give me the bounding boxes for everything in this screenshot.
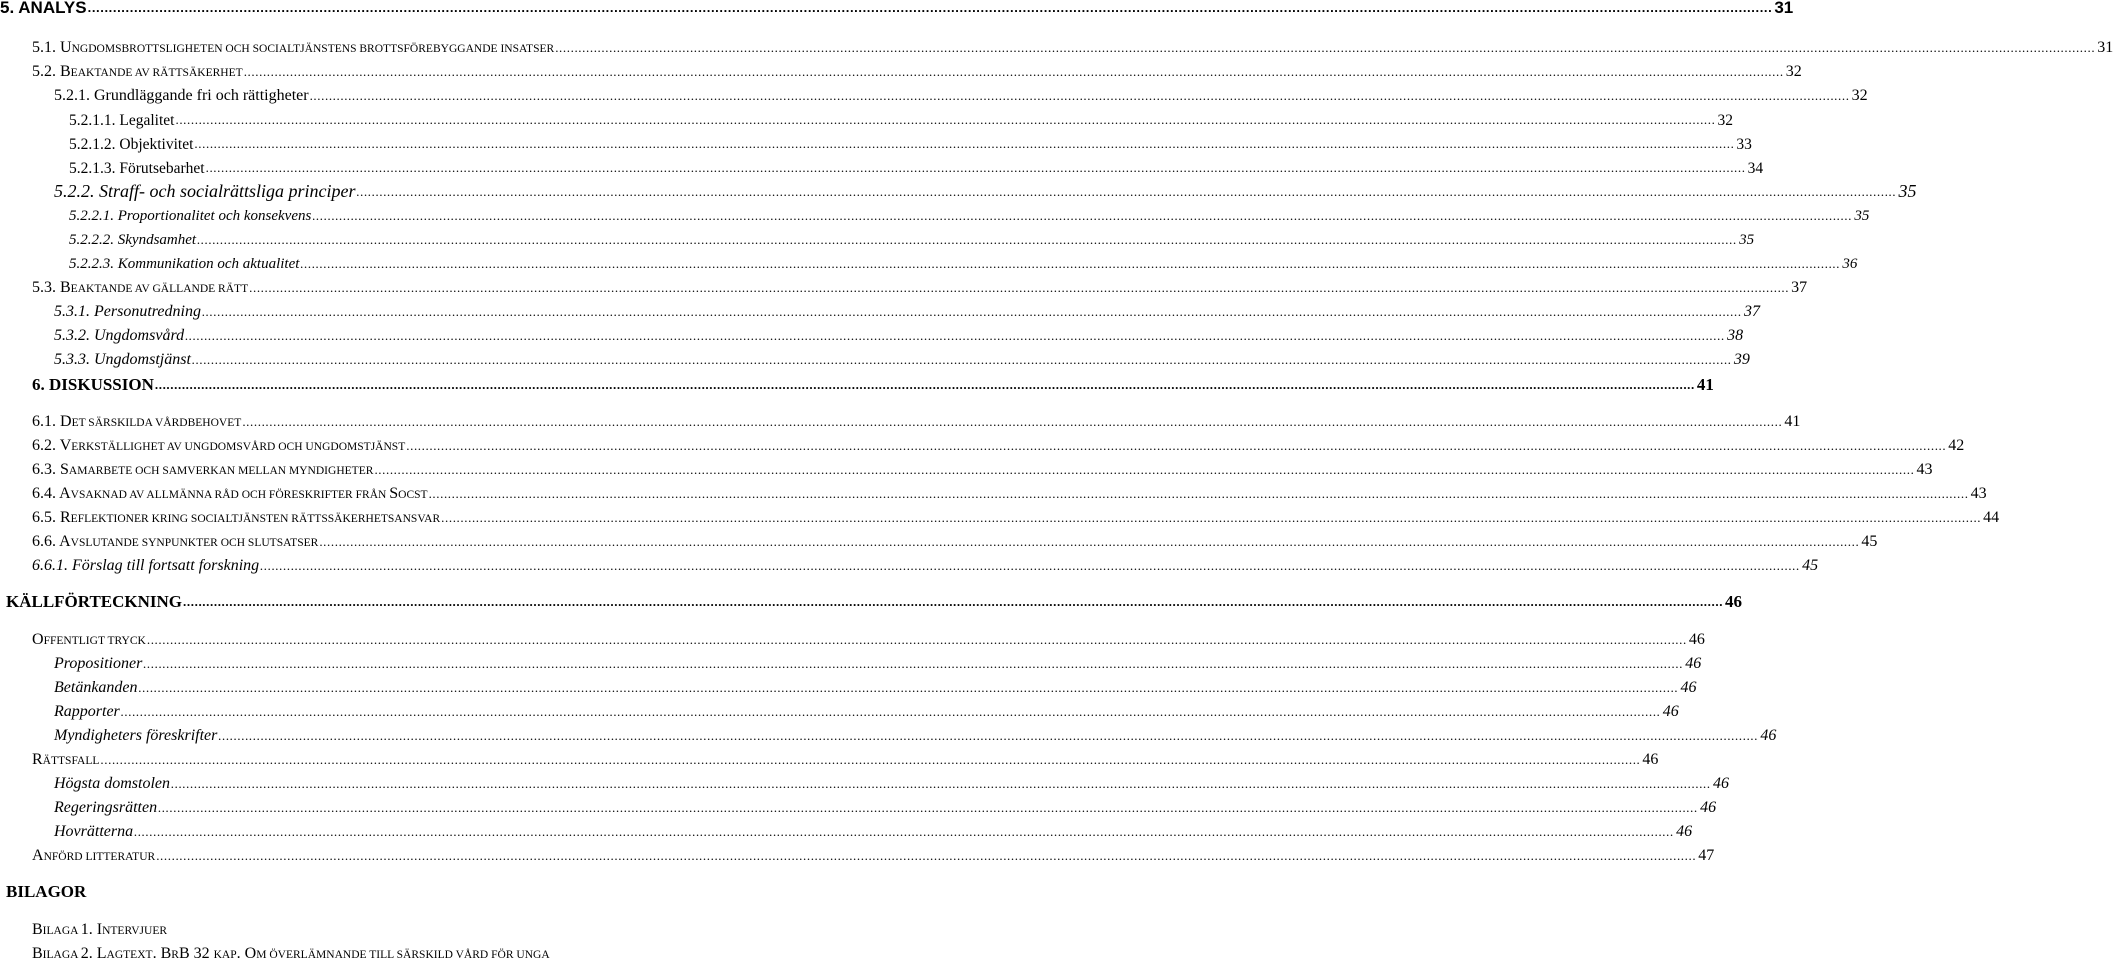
entry-label <box>54 680 139 696</box>
toc-line-bil2 <box>0 940 960 962</box>
label-text: 6.4. A <box>32 485 71 502</box>
page-number: 43 <box>1970 485 1987 502</box>
label-text: . B <box>152 945 172 962</box>
dot-leader: ................................................................................................................................................................................................................................................................................................................................................................................................................ <box>197 232 1738 247</box>
label-text: B 32 <box>178 945 214 962</box>
toc-entry-s5-2-2[interactable] <box>0 178 1917 201</box>
toc-entry-off[interactable] <box>0 626 1705 648</box>
label-text: 5.3.2. Ungdomsvård <box>54 327 185 344</box>
dot-leader: ................................................................................................................................................................................................................................................................................................................................................................................................................ <box>312 208 1853 223</box>
toc-line-bil1 <box>0 916 960 938</box>
label-text: S <box>389 485 399 502</box>
toc-entry-bet[interactable] <box>0 674 1697 696</box>
small-caps-text: ÄTTSFALL <box>42 755 100 767</box>
dot-leader: ................................................................................................................................................................................................................................................................................................................................................................................................................ <box>138 680 1679 695</box>
dot-leader: ................................................................................................................................................................................................................................................................................................................................................................................................................ <box>146 632 1687 647</box>
page-number: 35 <box>1898 181 1917 201</box>
page-number: 46 <box>1685 655 1702 672</box>
label-text: Högsta domstolen <box>54 775 170 792</box>
label-text: O <box>32 631 44 648</box>
entry-label <box>32 64 244 80</box>
toc-entry-s5-3-3[interactable] <box>0 346 1750 368</box>
entry-label <box>54 304 202 320</box>
entry-label <box>54 704 121 720</box>
dot-leader: ................................................................................................................................................................................................................................................................................................................................................................................................................ <box>175 112 1716 127</box>
entry-label <box>54 328 185 344</box>
dot-leader: ................................................................................................................................................................................................................................................................................................................................................................................................................ <box>185 328 1726 343</box>
toc-entry-s6-5[interactable] <box>0 504 2000 526</box>
small-caps-text: ILAGA <box>42 949 81 961</box>
page-number: 35 <box>1854 208 1870 224</box>
toc-entry-c5[interactable] <box>0 0 1794 17</box>
page-number: 46 <box>1676 823 1693 840</box>
label-text: B <box>32 921 43 938</box>
page-number: 45 <box>1802 557 1819 574</box>
label-text: 5.2.1. Grundläggande fri och rättigheter <box>54 87 309 104</box>
page-number: 31 <box>2097 39 2113 56</box>
toc-entry-s6-3[interactable] <box>0 456 1933 478</box>
toc-entry-hovr[interactable] <box>0 818 1693 840</box>
toc-entry-s6-6-1[interactable] <box>0 552 1819 574</box>
dot-leader: ................................................................................................................................................................................................................................................................................................................................................................................................................ <box>158 800 1699 815</box>
label-text: A <box>32 847 44 864</box>
dot-leader: ................................................................................................................................................................................................................................................................................................................................................................................................................ <box>183 594 1724 609</box>
label-text: 5.3. B <box>32 279 71 296</box>
small-caps-text: EFLEKTIONER KRING SOCIALTJÄNSTEN RÄTTSSÄKERHETSANSVAR <box>70 513 441 525</box>
label-text: 5.3.3. Ungdomstjänst <box>54 351 191 368</box>
page-number: 39 <box>1733 351 1750 368</box>
page-number: 37 <box>1743 303 1760 320</box>
small-caps-text: ILAGA <box>42 925 81 937</box>
small-caps-text: ET SÄRSKILDA VÅRDBEHOVET <box>71 417 242 429</box>
small-caps-text: FFENTLIGT TRYCK <box>43 635 146 647</box>
page-number: 31 <box>1774 0 1794 17</box>
entry-label <box>69 113 175 129</box>
label-text: 6.3. S <box>32 461 69 478</box>
page-number: 41 <box>1784 413 1801 430</box>
toc-entry-anf[interactable] <box>0 842 1715 864</box>
entry-label <box>54 800 158 816</box>
small-caps-text: AMARBETE OCH SAMVERKAN MELLAN MYNDIGHETER <box>68 465 374 477</box>
toc-entry-s6-1[interactable] <box>0 408 1801 430</box>
page-number: 33 <box>1736 135 1752 153</box>
label-text: 5.3.1. Personutredning <box>54 303 201 320</box>
label-text: 6.5. R <box>32 509 71 526</box>
toc-entry-s5-3-1[interactable] <box>0 298 1760 320</box>
label-text: 6.6.1. Förslag till fortsatt forskning <box>32 557 260 574</box>
page-number: 46 <box>1680 679 1697 696</box>
dot-leader: ................................................................................................................................................................................................................................................................................................................................................................................................................ <box>218 728 1759 743</box>
toc-entry-ratt[interactable] <box>0 746 1659 768</box>
dot-leader: ................................................................................................................................................................................................................................................................................................................................................................................................................ <box>428 486 1969 501</box>
small-caps-text: NTERVJUER <box>102 925 168 937</box>
page-number: 36 <box>1842 256 1858 272</box>
toc-entry-s5-2-1-2[interactable] <box>0 130 1752 153</box>
entry-label <box>32 462 374 478</box>
page-number: 46 <box>1713 775 1729 792</box>
small-caps-text: EAKTANDE AV GÄLLANDE RÄTT <box>70 283 249 295</box>
dot-leader: ................................................................................................................................................................................................................................................................................................................................................................................................................ <box>356 184 1897 199</box>
entry-label <box>54 824 134 840</box>
toc-entry-s5-2-2-1[interactable] <box>0 202 1870 224</box>
page-number: 47 <box>1698 847 1715 864</box>
dot-leader: ................................................................................................................................................................................................................................................................................................................................................................................................................ <box>154 377 1695 392</box>
page-number: 46 <box>1760 727 1777 744</box>
entry-label <box>32 376 155 393</box>
entry-label <box>32 510 441 526</box>
page-number: 46 <box>1642 751 1659 768</box>
entry-label <box>6 883 87 900</box>
label-text: Rapporter <box>54 703 120 720</box>
entry-label <box>54 88 310 104</box>
dot-leader: ................................................................................................................................................................................................................................................................................................................................................................................................................ <box>201 304 1742 319</box>
page-number: 35 <box>1739 232 1755 248</box>
label-text: 5.2. B <box>32 63 71 80</box>
small-caps-text: NFÖRD LITTERATUR <box>43 851 156 863</box>
toc-entry-s5-1[interactable] <box>0 34 2113 56</box>
label-text: KÄLLFÖRTECKNING <box>6 592 183 611</box>
entry-label <box>54 656 143 672</box>
dot-leader: ................................................................................................................................................................................................................................................................................................................................................................................................................ <box>120 704 1661 719</box>
small-caps-text: R <box>171 949 179 961</box>
entry-label <box>32 486 429 502</box>
dot-leader: ................................................................................................................................................................................................................................................................................................................................................................................................................ <box>205 160 1746 175</box>
dot-leader: ................................................................................................................................................................................................................................................................................................................................................................................................................ <box>134 824 1675 839</box>
page-number: 46 <box>1662 703 1679 720</box>
toc-entry-s5-2-1-3[interactable] <box>0 154 1764 177</box>
label-text: 5.2.1.3. Förutsebarhet <box>69 159 205 177</box>
dot-leader: ................................................................................................................................................................................................................................................................................................................................................................................................................ <box>319 534 1860 549</box>
label-text: Propositioner <box>54 655 143 672</box>
page-number: 41 <box>1696 375 1714 394</box>
entry-label <box>32 632 147 648</box>
label-text: 5. ANALYS <box>0 0 87 17</box>
label-text: Myndigheters föreskrifter <box>54 727 218 744</box>
dot-leader: ................................................................................................................................................................................................................................................................................................................................................................................................................ <box>242 414 1783 429</box>
label-text: B <box>32 945 43 962</box>
dot-leader: ................................................................................................................................................................................................................................................................................................................................................................................................................ <box>171 776 1711 791</box>
entry-label <box>54 352 192 368</box>
label-text: . O <box>236 945 257 962</box>
dot-leader: ................................................................................................................................................................................................................................................................................................................................................................................................................ <box>406 438 1947 453</box>
entry-label <box>32 946 551 962</box>
toc-entry-hd[interactable] <box>0 770 1729 792</box>
label-text: 5.2.2.1. Proportionalitet och konsekvens <box>69 208 312 224</box>
page-number: 46 <box>1725 592 1743 611</box>
entry-label <box>54 776 171 792</box>
entry-label <box>69 137 194 153</box>
entry-label <box>6 593 183 610</box>
dot-leader: ................................................................................................................................................................................................................................................................................................................................................................................................................ <box>260 558 1801 573</box>
page-number: 32 <box>1785 63 1802 80</box>
entry-label <box>69 257 300 272</box>
entry-label <box>69 161 206 177</box>
dot-leader: ................................................................................................................................................................................................................................................................................................................................................................................................................ <box>309 88 1850 103</box>
dot-leader: ................................................................................................................................................................................................................................................................................................................................................................................................................ <box>374 462 1915 477</box>
entry-label <box>32 922 168 938</box>
page-number: 43 <box>1916 461 1933 478</box>
small-caps-text: VSAKNAD AV ALLMÄNNA RÅD OCH FÖRESKRIFTER FRÅN <box>70 489 390 501</box>
dot-leader: ................................................................................................................................................................................................................................................................................................................................................................................................................ <box>194 136 1735 151</box>
toc-entry-s5-2-2-3[interactable] <box>0 250 1858 272</box>
entry-label <box>0 0 88 16</box>
label-text: 1. I <box>80 921 103 938</box>
toc-line-bilagor <box>0 878 960 900</box>
entry-label <box>69 209 312 224</box>
page-number: 46 <box>1688 631 1705 648</box>
dot-leader: ................................................................................................................................................................................................................................................................................................................................................................................................................ <box>87 0 1773 15</box>
entry-label <box>32 280 249 296</box>
entry-label <box>32 534 319 550</box>
entry-label <box>32 558 260 574</box>
dot-leader: ................................................................................................................................................................................................................................................................................................................................................................................................................ <box>555 40 2096 55</box>
label-text: 6.2. V <box>32 437 72 454</box>
small-caps-text: NGDOMSBROTTSLIGHETEN OCH SOCIALTJÄNSTENS BROTTSFÖREBYGGANDE INSATSER <box>71 43 555 55</box>
label-text: 5.2.1.1. Legalitet <box>69 111 175 129</box>
toc-entry-s5-3[interactable] <box>0 274 1808 296</box>
page-number: 38 <box>1727 327 1744 344</box>
toc-entry-c6[interactable] <box>0 371 1714 394</box>
label-text: BILAGOR <box>6 882 87 901</box>
small-caps-text: AGTEXT <box>106 949 153 961</box>
page-number: 46 <box>1700 799 1717 816</box>
toc-entry-myn[interactable] <box>0 722 1777 744</box>
label-text: 5.2.1.2. Objektivitet <box>69 135 194 153</box>
label-text: 5.1. U <box>32 39 72 56</box>
small-caps-text: KAP <box>213 949 237 961</box>
toc-entry-s5-3-2[interactable] <box>0 322 1744 344</box>
label-text: Betänkanden <box>54 679 138 696</box>
dot-leader: ................................................................................................................................................................................................................................................................................................................................................................................................................ <box>243 64 1784 79</box>
page-number: 45 <box>1861 533 1878 550</box>
toc-entry-s5-2[interactable] <box>0 58 1802 80</box>
dot-leader: ................................................................................................................................................................................................................................................................................................................................................................................................................ <box>143 656 1684 671</box>
toc-entry-s5-2-1-1[interactable] <box>0 106 1733 129</box>
toc-entry-regr[interactable] <box>0 794 1717 816</box>
page-number: 32 <box>1851 87 1868 104</box>
toc-entry-s6-2[interactable] <box>0 432 1965 454</box>
page-number: 32 <box>1717 111 1733 129</box>
page-number: 44 <box>1983 509 2000 526</box>
page-number: 42 <box>1948 437 1965 454</box>
toc-entry-s5-2-1[interactable] <box>0 82 1868 104</box>
label-text: 6. DISKUSSION <box>32 375 154 394</box>
label-text: 5.2.2.2. Skyndsamhet <box>69 232 197 248</box>
label-text: 2. L <box>80 945 107 962</box>
label-text: Hovrätterna <box>54 823 134 840</box>
label-text: 6.6. A <box>32 533 71 550</box>
entry-label <box>32 752 100 768</box>
entry-label <box>32 414 242 430</box>
toc-entry-prop[interactable] <box>0 650 1702 672</box>
small-caps-text: ERKSTÄLLIGHET AV UNGDOMSVÅRD OCH UNGDOMSTJÄNST <box>71 441 406 453</box>
dot-leader: ................................................................................................................................................................................................................................................................................................................................................................................................................ <box>100 752 1641 767</box>
label-text: 5.2.2.3. Kommunikation och aktualitet <box>69 256 300 272</box>
dot-leader: ................................................................................................................................................................................................................................................................................................................................................................................................................ <box>441 510 1982 525</box>
label-text: 6.1. D <box>32 413 72 430</box>
small-caps-text: OCST <box>398 489 428 501</box>
dot-leader: ................................................................................................................................................................................................................................................................................................................................................................................................................ <box>191 352 1732 367</box>
dot-leader: ................................................................................................................................................................................................................................................................................................................................................................................................................ <box>156 848 1697 863</box>
label-text: R <box>32 751 43 768</box>
small-caps-text: VSLUTANDE SYNPUNKTER OCH SLUTSATSER <box>70 537 319 549</box>
toc-entry-s6-4[interactable] <box>0 480 1987 502</box>
dot-leader: ................................................................................................................................................................................................................................................................................................................................................................................................................ <box>249 280 1790 295</box>
small-caps-text: EAKTANDE AV RÄTTSÄKERHET <box>70 67 243 79</box>
entry-label <box>32 848 156 864</box>
toc-entry-s6-6[interactable] <box>0 528 1878 550</box>
small-caps-text: M ÖVERLÄMNANDE TILL SÄRSKILD VÅRD FÖR UNGA <box>256 949 550 961</box>
entry-label <box>54 728 218 744</box>
page-number: 37 <box>1791 279 1808 296</box>
toc-entry-s5-2-2-2[interactable] <box>0 226 1755 248</box>
entry-label <box>54 182 357 200</box>
entry-label <box>69 233 197 248</box>
toc-entry-kall[interactable] <box>0 588 1743 611</box>
entry-label <box>32 438 406 454</box>
label-text: 5.2.2. Straff- och socialrättsliga principer <box>54 181 356 201</box>
toc-entry-rapp[interactable] <box>0 698 1679 720</box>
dot-leader: ................................................................................................................................................................................................................................................................................................................................................................................................................ <box>300 256 1841 271</box>
label-text: Regeringsrätten <box>54 799 158 816</box>
page-number: 34 <box>1747 159 1764 177</box>
entry-label <box>32 40 555 56</box>
